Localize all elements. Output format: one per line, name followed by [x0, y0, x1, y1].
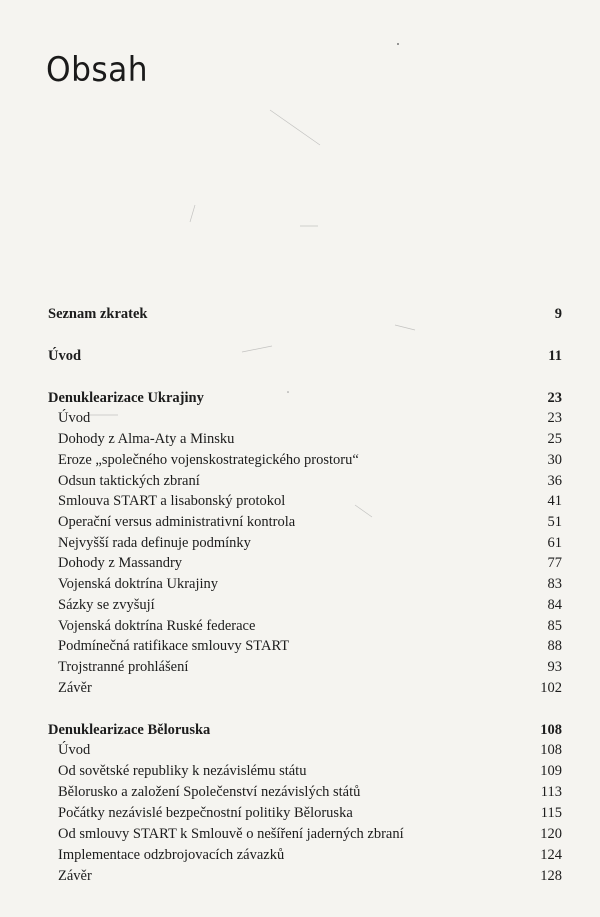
toc-entry-title: Dohody z Massandry — [58, 555, 183, 571]
toc-entry-row — [48, 450, 562, 470]
toc-section-row — [48, 346, 562, 366]
toc-page-number: 30 — [547, 452, 562, 468]
toc-entry-row — [48, 512, 562, 532]
toc-page-number: 84 — [547, 597, 562, 613]
toc-entry-title: Bělorusko a založení Společenství nezávislých států — [58, 784, 361, 800]
toc-entry-row — [48, 824, 562, 844]
toc-page-number: 124 — [540, 847, 562, 863]
toc-entry-row — [48, 533, 562, 553]
toc-entry-row — [48, 636, 562, 656]
toc-entry-row — [48, 740, 562, 760]
toc-entry-row — [48, 761, 562, 781]
toc-section-row — [48, 388, 562, 408]
toc-page-number: 9 — [554, 306, 562, 322]
toc-entry-title: Od smlouvy START k Smlouvě o nešíření jaderných zbraní — [58, 826, 404, 842]
toc-entry-title: Dohody z Alma-Aty a Minsku — [58, 431, 235, 447]
toc-entry-title: Implementace odzbrojovacích závazků — [58, 847, 285, 863]
toc-entry-title: Úvod — [48, 348, 82, 364]
toc-page-number: 120 — [540, 826, 562, 842]
toc-entry-title: Úvod — [58, 742, 91, 758]
toc-page-number: 108 — [540, 722, 562, 738]
toc-page-number: 61 — [547, 535, 562, 551]
toc-entry-row — [48, 471, 562, 491]
toc-page-number: 108 — [540, 742, 562, 758]
toc-entry-row — [48, 574, 562, 594]
toc-page-number: 51 — [547, 514, 562, 530]
toc-page-number: 36 — [547, 473, 562, 489]
toc-entry-row — [48, 782, 562, 802]
toc-entry-title: Seznam zkratek — [48, 306, 148, 322]
toc-entry-title: Počátky nezávislé bezpečnostní politiky Běloruska — [58, 805, 353, 821]
toc-page-number: 25 — [547, 431, 562, 447]
toc-page-number: 23 — [547, 410, 562, 426]
toc-entry-row — [48, 803, 562, 823]
toc-entry-row — [48, 678, 562, 698]
toc-section-row — [48, 304, 562, 324]
toc-page-number: 23 — [547, 390, 562, 406]
toc-page-number: 11 — [548, 348, 562, 364]
toc-entry-title: Vojenská doktrína Ukrajiny — [58, 576, 219, 592]
toc-entry-title: Sázky se zvyšují — [58, 597, 155, 613]
toc-entry-row — [48, 866, 562, 886]
toc-entry-row — [48, 553, 562, 573]
toc-entry-row — [48, 845, 562, 865]
toc-entry-title: Závěr — [58, 868, 92, 884]
toc-entry-title: Eroze „společného vojenskostrategického prostoru“ — [58, 452, 359, 468]
page-title: Obsah — [46, 50, 149, 90]
toc-page-number: 109 — [540, 763, 562, 779]
toc-page-number: 85 — [547, 618, 562, 634]
toc-page-number: 113 — [540, 784, 562, 800]
toc-page-number: 77 — [547, 555, 562, 571]
toc-entry-title: Denuklearizace Ukrajiny — [48, 390, 204, 406]
toc-page-number: 83 — [547, 576, 562, 592]
toc-entry-title: Operační versus administrativní kontrola — [58, 514, 296, 530]
toc-entry-title: Úvod — [58, 410, 91, 426]
toc-entry-row — [48, 408, 562, 428]
toc-entry-title: Trojstranné prohlášení — [58, 659, 189, 675]
toc-page-number: 88 — [547, 638, 562, 654]
toc-page-number: 128 — [540, 868, 562, 884]
toc-entry-title: Nejvyšší rada definuje podmínky — [58, 535, 251, 551]
toc-entry-row — [48, 616, 562, 636]
toc-entry-title: Denuklearizace Běloruska — [48, 722, 211, 738]
toc-page-number: 115 — [540, 805, 562, 821]
toc-entry-row — [48, 657, 562, 677]
toc-entry-title: Od sovětské republiky k nezávislému státu — [58, 763, 307, 779]
toc-entry-title: Podmínečná ratifikace smlouvy START — [58, 638, 290, 654]
toc-entry-title: Odsun taktických zbraní — [58, 473, 200, 489]
toc-entry-row — [48, 595, 562, 615]
toc-section-row — [48, 720, 562, 740]
toc-page-number: 93 — [547, 659, 562, 675]
toc-entry-title: Vojenská doktrína Ruské federace — [58, 618, 256, 634]
toc-entry-title: Závěr — [58, 680, 92, 696]
toc-entry-title: Smlouva START a lisabonský protokol — [58, 493, 286, 509]
toc-entry-row — [48, 491, 562, 511]
toc-page-number: 102 — [540, 680, 562, 696]
toc-entry-row — [48, 429, 562, 449]
toc-page-number: 41 — [547, 493, 562, 509]
